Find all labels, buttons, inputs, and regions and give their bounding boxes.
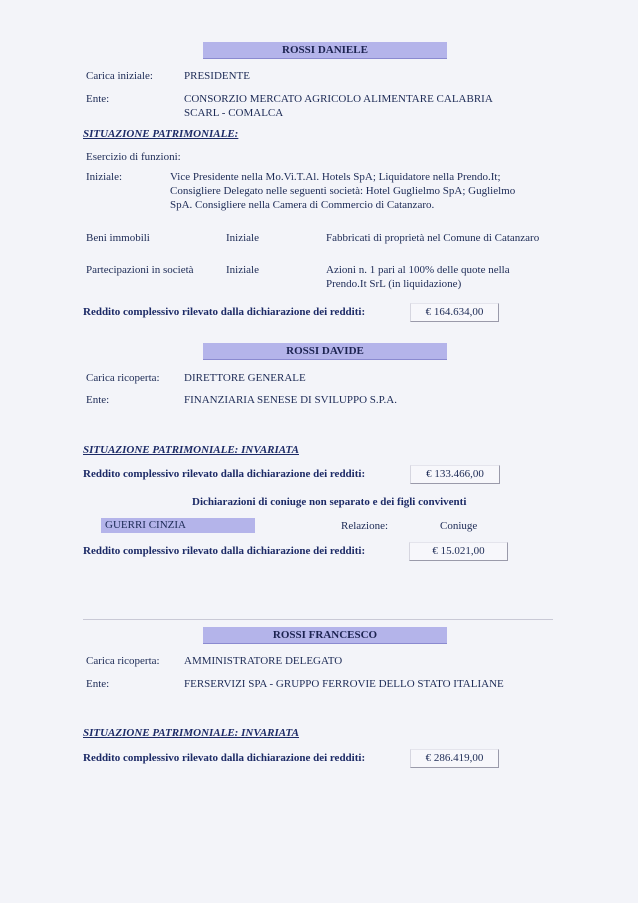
section-heading: SITUAZIONE PATRIMONIALE: INVARIATA bbox=[83, 727, 299, 739]
income-label: Reddito complessivo rilevato dalla dichiarazione dei redditi: bbox=[83, 752, 366, 764]
spouse-section-heading: Dichiarazioni di coniuge non separato e dei figli conviventi bbox=[192, 496, 467, 508]
page-divider bbox=[83, 619, 553, 620]
person-name-header: ROSSI FRANCESCO bbox=[203, 627, 447, 644]
partecipazioni-status: Iniziale bbox=[226, 264, 259, 276]
spouse-income-label: Reddito complessivo rilevato dalla dichiarazione dei redditi: bbox=[83, 545, 366, 557]
iniziale-line-3: SpA. Consigliere nella Camera di Commercio di Catanzaro. bbox=[170, 199, 435, 211]
role-value: AMMINISTRATORE DELEGATO bbox=[184, 655, 343, 667]
income-label: Reddito complessivo rilevato dalla dichiarazione dei redditi: bbox=[83, 306, 366, 318]
spouse-income-amount: € 15.021,00 bbox=[409, 542, 508, 561]
person-name-header: ROSSI DANIELE bbox=[203, 42, 447, 59]
relation-label: Relazione: bbox=[341, 520, 389, 532]
beni-immobili-status: Iniziale bbox=[226, 232, 259, 244]
ente-value: FERSERVIZI SPA - GRUPPO FERROVIE DELLO STATO ITALIANE bbox=[184, 678, 504, 690]
income-amount: € 133.466,00 bbox=[410, 465, 500, 484]
relation-value: Coniuge bbox=[440, 520, 478, 532]
ente-label: Ente: bbox=[86, 93, 110, 105]
role-label: Carica iniziale: bbox=[86, 70, 153, 82]
ente-value-line-1: CONSORZIO MERCATO AGRICOLO ALIMENTARE CALABRIA bbox=[184, 93, 493, 105]
role-value: DIRETTORE GENERALE bbox=[184, 372, 306, 384]
partecipazioni-value-line-2: Prendo.It SrL (in liquidazione) bbox=[326, 278, 462, 290]
ente-value: FINANZIARIA SENESE DI SVILUPPO S.P.A. bbox=[184, 394, 397, 406]
partecipazioni-label: Partecipazioni in società bbox=[86, 264, 194, 276]
iniziale-line-1: Vice Presidente nella Mo.Vi.T.Al. Hotels SpA; Liquidatore nella Prendo.It; bbox=[170, 171, 501, 183]
iniziale-line-2: Consigliere Delegato nelle seguenti società: Hotel Guglielmo SpA; Guglielmo bbox=[170, 185, 516, 197]
section-heading: SITUAZIONE PATRIMONIALE: INVARIATA bbox=[83, 444, 299, 456]
spouse-name: GUERRI CINZIA bbox=[101, 518, 255, 533]
beni-immobili-value: Fabbricati di proprietà nel Comune di Catanzaro bbox=[326, 232, 540, 244]
iniziale-label: Iniziale: bbox=[86, 171, 123, 183]
role-label: Carica ricoperta: bbox=[86, 655, 160, 667]
ente-label: Ente: bbox=[86, 678, 110, 690]
ente-value-line-2: SCARL - COMALCA bbox=[184, 107, 284, 119]
income-amount: € 164.634,00 bbox=[410, 303, 499, 322]
beni-immobili-label: Beni immobili bbox=[86, 232, 150, 244]
person-name-header: ROSSI DAVIDE bbox=[203, 343, 447, 360]
income-label: Reddito complessivo rilevato dalla dichiarazione dei redditi: bbox=[83, 468, 366, 480]
role-label: Carica ricoperta: bbox=[86, 372, 160, 384]
role-value: PRESIDENTE bbox=[184, 70, 250, 82]
esercizio-label: Esercizio di funzioni: bbox=[86, 151, 181, 163]
section-heading: SITUAZIONE PATRIMONIALE: bbox=[83, 128, 239, 140]
ente-label: Ente: bbox=[86, 394, 110, 406]
partecipazioni-value-line-1: Azioni n. 1 pari al 100% delle quote nella bbox=[326, 264, 510, 276]
income-amount: € 286.419,00 bbox=[410, 749, 499, 768]
